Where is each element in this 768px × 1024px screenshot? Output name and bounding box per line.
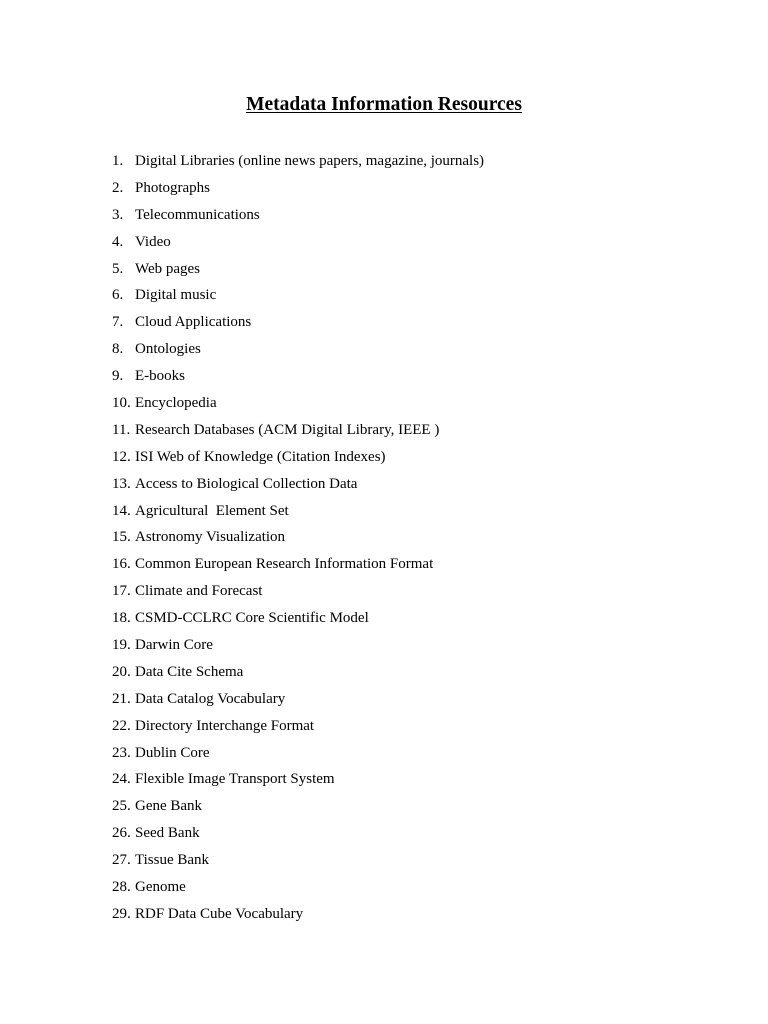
list-item-number: 2.: [112, 179, 124, 196]
list-item-number: 11.: [112, 421, 131, 438]
list-item-number: 12.: [112, 448, 131, 465]
list-item: [112, 444, 484, 471]
list-item-text: Data Cite Schema: [135, 663, 244, 680]
list-item-text: E-books: [135, 368, 185, 385]
list-item-text: Darwin Core: [135, 637, 213, 654]
list-item-text: Climate and Forecast: [135, 583, 263, 600]
list-item-text: Digital music: [135, 287, 217, 304]
list-item-text: Seed Bank: [135, 825, 200, 842]
list-item-text: Photographs: [135, 179, 210, 196]
list-item: [112, 417, 484, 444]
list-item-number: 25.: [112, 798, 131, 815]
list-item: [112, 282, 484, 309]
list-item: [112, 202, 484, 229]
list-item: [112, 578, 484, 605]
list-item-number: 4.: [112, 233, 124, 250]
list-item: [112, 175, 484, 202]
list-item-number: 7.: [112, 314, 124, 331]
list-item-text: RDF Data Cube Vocabulary: [135, 905, 304, 922]
list-item-text: Agricultural Element Set: [135, 502, 289, 519]
list-item-number: 17.: [112, 583, 131, 600]
list-item-text: Dublin Core: [135, 744, 210, 761]
list-item: [112, 766, 484, 793]
document-title: Metadata Information Resources: [246, 94, 522, 115]
list-item: [112, 471, 484, 498]
list-item: [112, 874, 484, 901]
list-item: [112, 336, 484, 363]
list-item-text: Telecommunications: [135, 206, 260, 223]
list-item-number: 1.: [112, 153, 124, 169]
list-item-text: Tissue Bank: [135, 852, 210, 869]
list-item: [112, 820, 484, 847]
list-item: [112, 632, 484, 659]
list-item: [112, 605, 484, 632]
list-item-number: 19.: [112, 637, 131, 654]
list-item-text: Directory Interchange Format: [135, 717, 315, 734]
list-item-text: Gene Bank: [135, 798, 203, 815]
list-item-text: Genome: [135, 879, 186, 896]
list-item: [112, 901, 484, 928]
document-title-container: [0, 92, 768, 118]
list-item-text: Ontologies: [135, 341, 201, 358]
list-item-text: Data Catalog Vocabulary: [135, 690, 286, 707]
list-item-number: 9.: [112, 368, 124, 385]
list-item-text: Common European Research Information Format: [135, 556, 434, 573]
list-item: [112, 524, 484, 551]
list-item-number: 27.: [112, 852, 131, 869]
list-item: [112, 390, 484, 417]
list-item: [112, 659, 484, 686]
list-item-number: 5.: [112, 260, 124, 277]
list-item-number: 28.: [112, 879, 131, 896]
list-item-text: ISI Web of Knowledge (Citation Indexes): [135, 448, 386, 465]
list-item-number: 6.: [112, 287, 124, 304]
list-item-number: 24.: [112, 771, 131, 788]
list-item-text: Research Databases (ACM Digital Library, IEEE ): [135, 421, 440, 438]
list-item: [112, 686, 484, 713]
list-item: [112, 551, 484, 578]
list-item-number: 21.: [112, 690, 131, 707]
list-item-text: Encyclopedia: [135, 395, 217, 412]
list-item: [112, 229, 484, 256]
list-item-number: 3.: [112, 206, 124, 223]
list-item-text: Cloud Applications: [135, 314, 252, 331]
list-item-text: Web pages: [135, 260, 201, 277]
list-item-number: 22.: [112, 717, 131, 734]
list-item-number: 23.: [112, 744, 131, 761]
list-item-number: 29.: [112, 905, 131, 922]
list-item: [112, 740, 484, 767]
list-item-number: 14.: [112, 502, 131, 519]
list-item: [112, 363, 484, 390]
list-item: [112, 148, 484, 175]
list-item-number: 18.: [112, 610, 131, 627]
list-item-number: 13.: [112, 475, 131, 492]
list-item-number: 26.: [112, 825, 131, 842]
list-item: [112, 713, 484, 740]
list-item: [112, 793, 484, 820]
list-item-text: Flexible Image Transport System: [135, 771, 335, 788]
resource-list: [112, 148, 484, 928]
list-item-text: Access to Biological Collection Data: [135, 475, 358, 492]
list-item-number: 10.: [112, 395, 131, 412]
list-item-text: Astronomy Visualization: [135, 529, 286, 546]
list-item-number: 16.: [112, 556, 131, 573]
list-item: [112, 256, 484, 283]
list-item-number: 8.: [112, 341, 124, 358]
list-item-number: 15.: [112, 529, 131, 546]
list-item-text: Video: [135, 233, 171, 250]
list-item-text: CSMD-CCLRC Core Scientific Model: [135, 610, 369, 627]
list-item: [112, 309, 484, 336]
list-item-text: Digital Libraries (online news papers, magazine, journals): [135, 153, 485, 169]
list-item: [112, 498, 484, 525]
list-item: [112, 847, 484, 874]
list-item-number: 20.: [112, 663, 131, 680]
